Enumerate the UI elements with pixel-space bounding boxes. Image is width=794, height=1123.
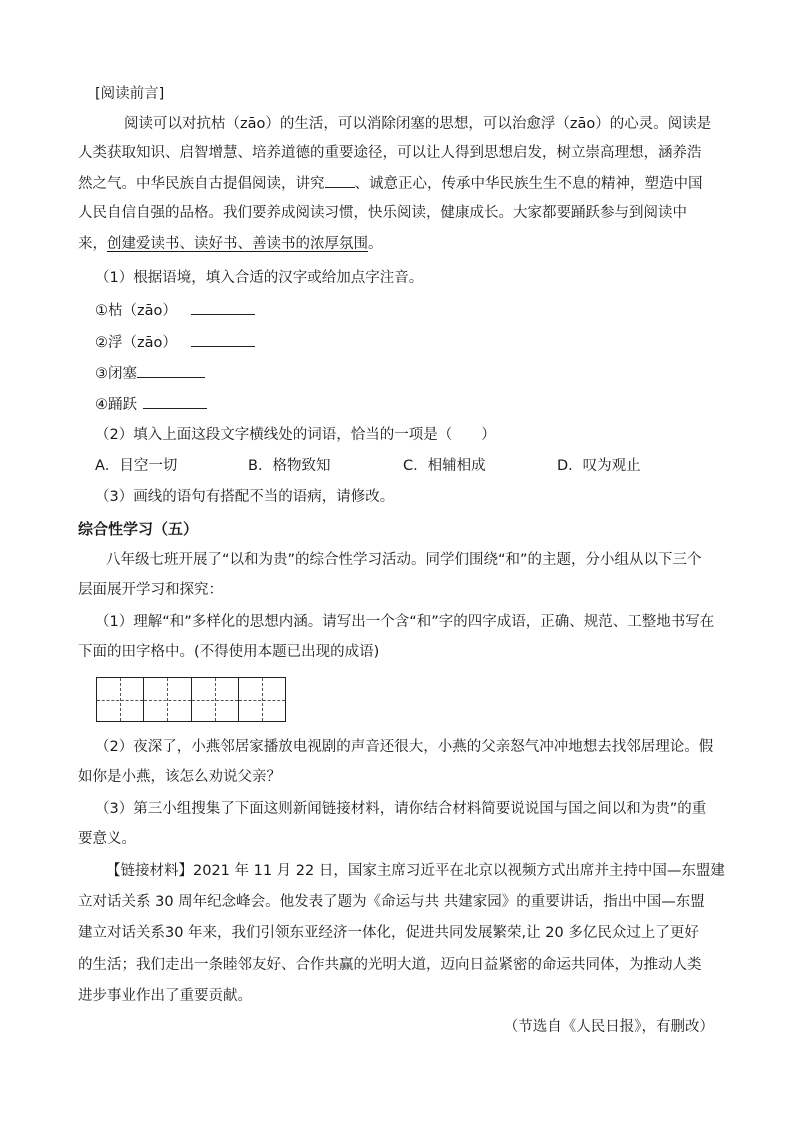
fill-item: ①枯（zāo） — [95, 300, 255, 321]
underlined-sentence: 创建爱读书、读好书、善读书的浓厚氛围 — [107, 236, 368, 252]
option-d[interactable]: D．叹为观止 — [557, 458, 641, 474]
fill-item: ②浮（zāo） — [95, 332, 255, 353]
intro-line: 层面展开学习和探究： — [78, 582, 223, 598]
grid-cell[interactable] — [239, 678, 285, 721]
fill-item: ③闭塞 — [95, 363, 205, 384]
option-c[interactable]: C．相辅相成 — [403, 458, 486, 474]
paragraph-line: 阅读可以对抗枯（zāo）的生活，可以消除闭塞的思想，可以治愈浮（zāo）的心灵。阅读是 — [124, 116, 712, 132]
paragraph-line: 然之气。中华民族自古提倡阅读，讲究 、诚意正心，传承中华民族生生不息的精神，塑造中国 — [78, 173, 703, 194]
grid-cell[interactable] — [97, 678, 144, 721]
answer-blank[interactable] — [191, 300, 255, 315]
option-a[interactable]: A．目空一切 — [95, 458, 178, 474]
material-line: 建立对话关系30 年来，我们引领东亚经济一体化，促进共同发展繁荣,让 20 多亿民众过上了更好 — [78, 925, 699, 941]
question-1-line: 下面的田字格中。(不得使用本题已出现的成语) — [78, 644, 380, 660]
answer-blank[interactable] — [325, 173, 355, 188]
question-1: （1）根据语境，填入合适的汉字或给加点字注音。 — [95, 270, 424, 286]
material-line: 【链接材料】2021 年 11 月 22 日，国家主席习近平在北京以视频方式出席并主持中国—东盟建 — [106, 863, 725, 879]
paragraph-line: 来，创建爱读书、读好书、善读书的浓厚氛围。 — [78, 236, 383, 252]
fill-item: ④踊跃 — [95, 394, 207, 415]
grid-cell[interactable] — [144, 678, 191, 721]
question-3-line: （3）第三小组搜集了下面这则新闻链接材料，请你结合材料简要说说国与国之间以和为贵”的重 — [95, 801, 707, 817]
source-citation: （节选自《人民日报》，有删改） — [503, 1019, 714, 1035]
material-line: 进步事业作出了重要贡献。 — [78, 988, 252, 1004]
section-title: 综合性学习（五） — [78, 520, 199, 538]
material-line: 立对话关系 30 周年纪念峰会。他发表了题为《命运与共 共建家园》的重要讲话，指出中国—东盟 — [78, 894, 705, 910]
question-1-line: （1）理解“和”多样化的思想内涵。请写出一个含“和”字的四字成语，正确、规范、工整地书写在 — [95, 614, 715, 630]
intro-line: 八年级七班开展了“以和为贵”的综合性学习活动。同学们围绕“和”的主题，分小组从以下三个 — [106, 552, 702, 568]
answer-blank[interactable] — [137, 363, 205, 378]
option-b[interactable]: B．格物致知 — [248, 458, 331, 474]
question-3-line: 要意义。 — [78, 831, 136, 847]
question-2: （2）填入上面这段文字横线处的词语，恰当的一项是（ ） — [95, 427, 496, 443]
question-3: （3）画线的语句有搭配不当的语病，请修改。 — [95, 489, 395, 505]
paragraph-line: 人类获取知识、启智增慧、培养道德的重要途径，可以让人得到思想启发，树立崇高理想，涵养浩 — [78, 145, 702, 161]
grid-cell[interactable] — [192, 678, 239, 721]
answer-blank[interactable] — [191, 332, 255, 347]
preface-heading: [阅读前言] — [95, 86, 165, 102]
paragraph-line: 人民自信自强的品格。我们要养成阅读习惯，快乐阅读，健康成长。大家都要踊跃参与到阅读中 — [78, 205, 687, 221]
question-2-line: 如你是小燕，该怎么劝说父亲？ — [78, 769, 281, 785]
material-line: 的生活；我们走出一条睦邻友好、合作共赢的光明大道，迈向日益紧密的命运共同体，为推动人类 — [78, 957, 702, 973]
question-2-line: （2）夜深了，小燕邻居家播放电视剧的声音还很大，小燕的父亲怒气冲冲地想去找邻居理论。假 — [95, 739, 714, 755]
tianzige-grid[interactable] — [96, 677, 286, 722]
answer-blank[interactable] — [143, 394, 207, 409]
